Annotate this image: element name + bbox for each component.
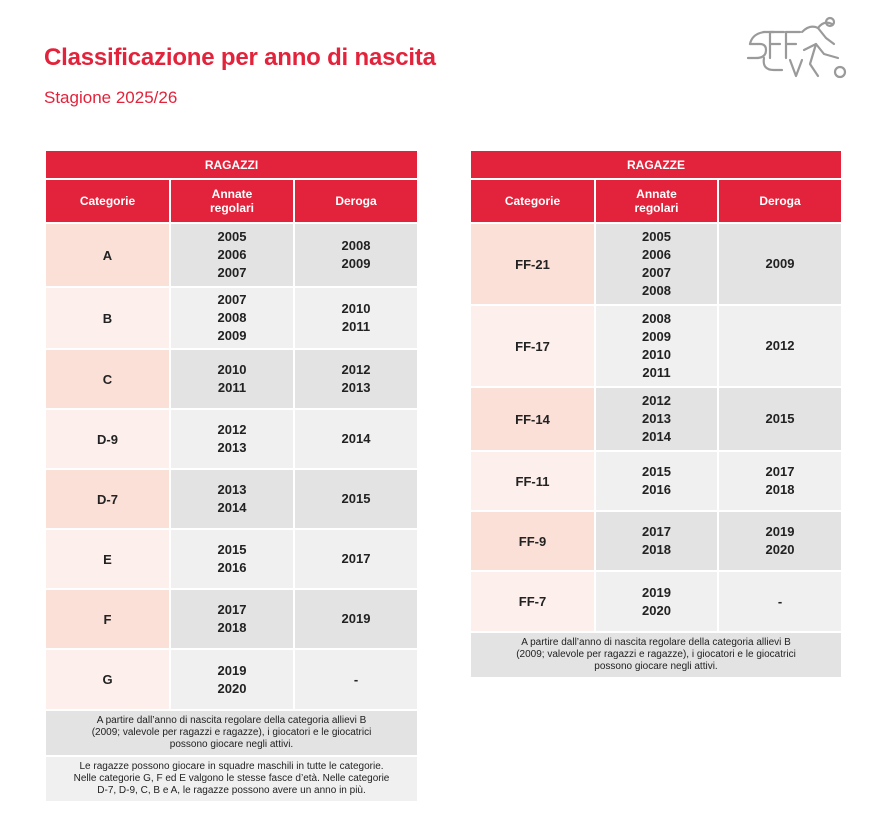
regular-years-cell [169, 528, 293, 588]
boys-col-years [169, 180, 293, 222]
girls-col-exception: Deroga [717, 180, 841, 222]
regular-year: 2018 [642, 542, 671, 557]
regular-year: 2005 [217, 229, 247, 244]
regular-year: 2018 [217, 620, 247, 635]
regular-year: 2010 [642, 347, 671, 362]
table-row [46, 222, 417, 286]
regular-years-cell [169, 408, 293, 468]
exception-year: 2014 [341, 431, 371, 446]
table-row [471, 304, 841, 386]
category-cell: B [46, 286, 169, 348]
regular-year: 2017 [642, 524, 671, 539]
table-row [46, 348, 417, 408]
regular-years-cell [594, 386, 717, 450]
regular-years-cell [169, 468, 293, 528]
regular-year: 2020 [642, 602, 671, 618]
regular-year: 2015 [217, 542, 247, 557]
regular-year: 2019 [642, 584, 671, 600]
exception-year: 2015 [765, 411, 795, 426]
category-cell: C [46, 348, 169, 408]
regular-year: 2010 [217, 362, 247, 377]
exception-years-cell [717, 222, 841, 304]
category-cell: F [46, 588, 169, 648]
exception-years-cell [717, 386, 841, 450]
table-row [46, 408, 417, 468]
exception-years-cell [293, 222, 417, 286]
category-cell: FF-9 [471, 510, 594, 570]
category-cell: FF-11 [471, 450, 594, 510]
exception-year: 2011 [341, 319, 371, 334]
regular-year: 2016 [217, 560, 247, 575]
regular-year: 2007 [217, 265, 247, 280]
regular-year: 2014 [217, 500, 247, 515]
table-row [46, 528, 417, 588]
regular-years-cell [169, 588, 293, 648]
exception-year: 2010 [341, 301, 371, 316]
boys-col-category: Categorie [46, 180, 169, 222]
exception-years-cell [293, 588, 417, 648]
regular-year: 2006 [642, 247, 671, 262]
table-row [46, 286, 417, 348]
regular-year: 2016 [642, 482, 671, 497]
regular-year: 2007 [642, 265, 671, 280]
table-row [46, 648, 417, 709]
exception-year: 2017 [341, 551, 371, 566]
regular-year: 2005 [642, 229, 671, 244]
girls-table-heading: RAGAZZE [471, 151, 841, 180]
exception-years-cell [293, 648, 417, 709]
category-cell: A [46, 222, 169, 286]
regular-year: 2012 [217, 422, 247, 437]
note-line: (2009; valevole per ragazzi e ragazze), i giocatori e le giocatrici [516, 649, 796, 660]
exception-year: 2009 [341, 256, 371, 271]
note-line: (2009; valevole per ragazzi e ragazze), i giocatori e le giocatrici [91, 727, 372, 738]
exception-year: 2019 [341, 611, 371, 626]
girls-table [471, 151, 841, 677]
table-row [471, 510, 841, 570]
exception-years-cell [717, 450, 841, 510]
regular-years-cell [169, 222, 293, 286]
category-cell: FF-21 [471, 222, 594, 304]
table-row [46, 588, 417, 648]
regular-year: 2008 [642, 311, 671, 326]
exception-years-cell [293, 348, 417, 408]
exception-year: 2013 [341, 380, 371, 395]
note-line: Le ragazze possono giocare in squadre maschili in tutte le categorie. [79, 761, 384, 772]
boys-table-heading: RAGAZZI [46, 151, 417, 180]
regular-years-cell [169, 286, 293, 348]
exception-year: 2009 [765, 256, 795, 271]
exception-years-cell [293, 468, 417, 528]
regular-year: 2009 [642, 329, 671, 344]
boys-note-seniors [46, 709, 417, 755]
girls-note-seniors [471, 631, 841, 677]
regular-year: 2007 [217, 292, 247, 307]
regular-year: 2013 [217, 482, 247, 497]
boys-table [46, 151, 417, 801]
regular-year: 2020 [217, 680, 247, 696]
regular-year: 2008 [642, 283, 671, 298]
table-row [46, 468, 417, 528]
exception-years-cell [717, 570, 841, 631]
exception-year: 2012 [765, 338, 795, 353]
exception-years-cell [293, 528, 417, 588]
category-cell: E [46, 528, 169, 588]
category-cell: FF-17 [471, 304, 594, 386]
category-cell: G [46, 648, 169, 709]
regular-years-cell [594, 222, 717, 304]
regular-year: 2006 [217, 247, 247, 262]
exception-years-cell [293, 408, 417, 468]
exception-year: - [353, 671, 359, 687]
regular-year: 2009 [217, 328, 247, 343]
boys-col-years-line1: Annate [211, 187, 253, 201]
regular-year: 2014 [642, 429, 671, 444]
regular-year: 2011 [642, 365, 671, 380]
girls-col-years-line1: Annate [636, 187, 677, 201]
exception-year: 2017 [765, 464, 795, 479]
exception-year: 2015 [341, 491, 371, 506]
regular-year: 2008 [217, 310, 247, 325]
regular-year: 2011 [217, 380, 247, 395]
regular-years-cell [594, 304, 717, 386]
exception-years-cell [717, 304, 841, 386]
girls-col-category: Categorie [471, 180, 594, 222]
regular-year: 2013 [217, 440, 247, 455]
table-row [471, 570, 841, 631]
regular-years-cell [169, 348, 293, 408]
regular-years-cell [594, 510, 717, 570]
exception-year: 2012 [341, 362, 371, 377]
note-line: Nelle categorie G, F ed E valgono le stesse fasce d’età. Nelle categorie [73, 773, 390, 784]
table-row [471, 386, 841, 450]
exception-year: 2018 [765, 482, 795, 497]
category-cell: D-9 [46, 408, 169, 468]
note-line: A partire dall’anno di nascita regolare della categoria allievi B [521, 637, 791, 648]
note-line: D-7, D-9, C, B e A, le ragazze possono avere un anno in più. [97, 785, 366, 796]
exception-year: 2020 [765, 542, 795, 557]
boys-note-girls-in-boys-teams [46, 755, 417, 801]
regular-years-cell [594, 450, 717, 510]
regular-year: 2015 [642, 464, 671, 479]
exception-years-cell [293, 286, 417, 348]
boys-col-years-line2: regolari [209, 201, 254, 215]
page-title: Classificazione per anno di nascita [44, 44, 436, 71]
category-cell: FF-14 [471, 386, 594, 450]
note-line: possono giocare negli attivi. [594, 661, 718, 672]
regular-year: 2012 [642, 393, 671, 408]
regular-years-cell [594, 570, 717, 631]
girls-col-years [594, 180, 717, 222]
regular-year: 2019 [217, 662, 247, 678]
boys-col-exception: Deroga [293, 180, 417, 222]
exception-year: 2019 [765, 524, 795, 539]
regular-years-cell [169, 648, 293, 709]
note-line: possono giocare negli attivi. [169, 739, 294, 750]
page-subtitle: Stagione 2025/26 [44, 88, 178, 107]
exception-year: - [777, 593, 783, 609]
exception-years-cell [717, 510, 841, 570]
table-row [471, 450, 841, 510]
category-cell: FF-7 [471, 570, 594, 631]
table-row [471, 222, 841, 304]
sfv-asf-football-logo [744, 14, 848, 84]
regular-year: 2013 [642, 411, 671, 426]
exception-year: 2008 [341, 238, 371, 253]
girls-col-years-line2: regolari [634, 201, 679, 215]
regular-year: 2017 [217, 602, 247, 617]
note-line: A partire dall’anno di nascita regolare della categoria allievi B [96, 715, 367, 726]
category-cell: D-7 [46, 468, 169, 528]
